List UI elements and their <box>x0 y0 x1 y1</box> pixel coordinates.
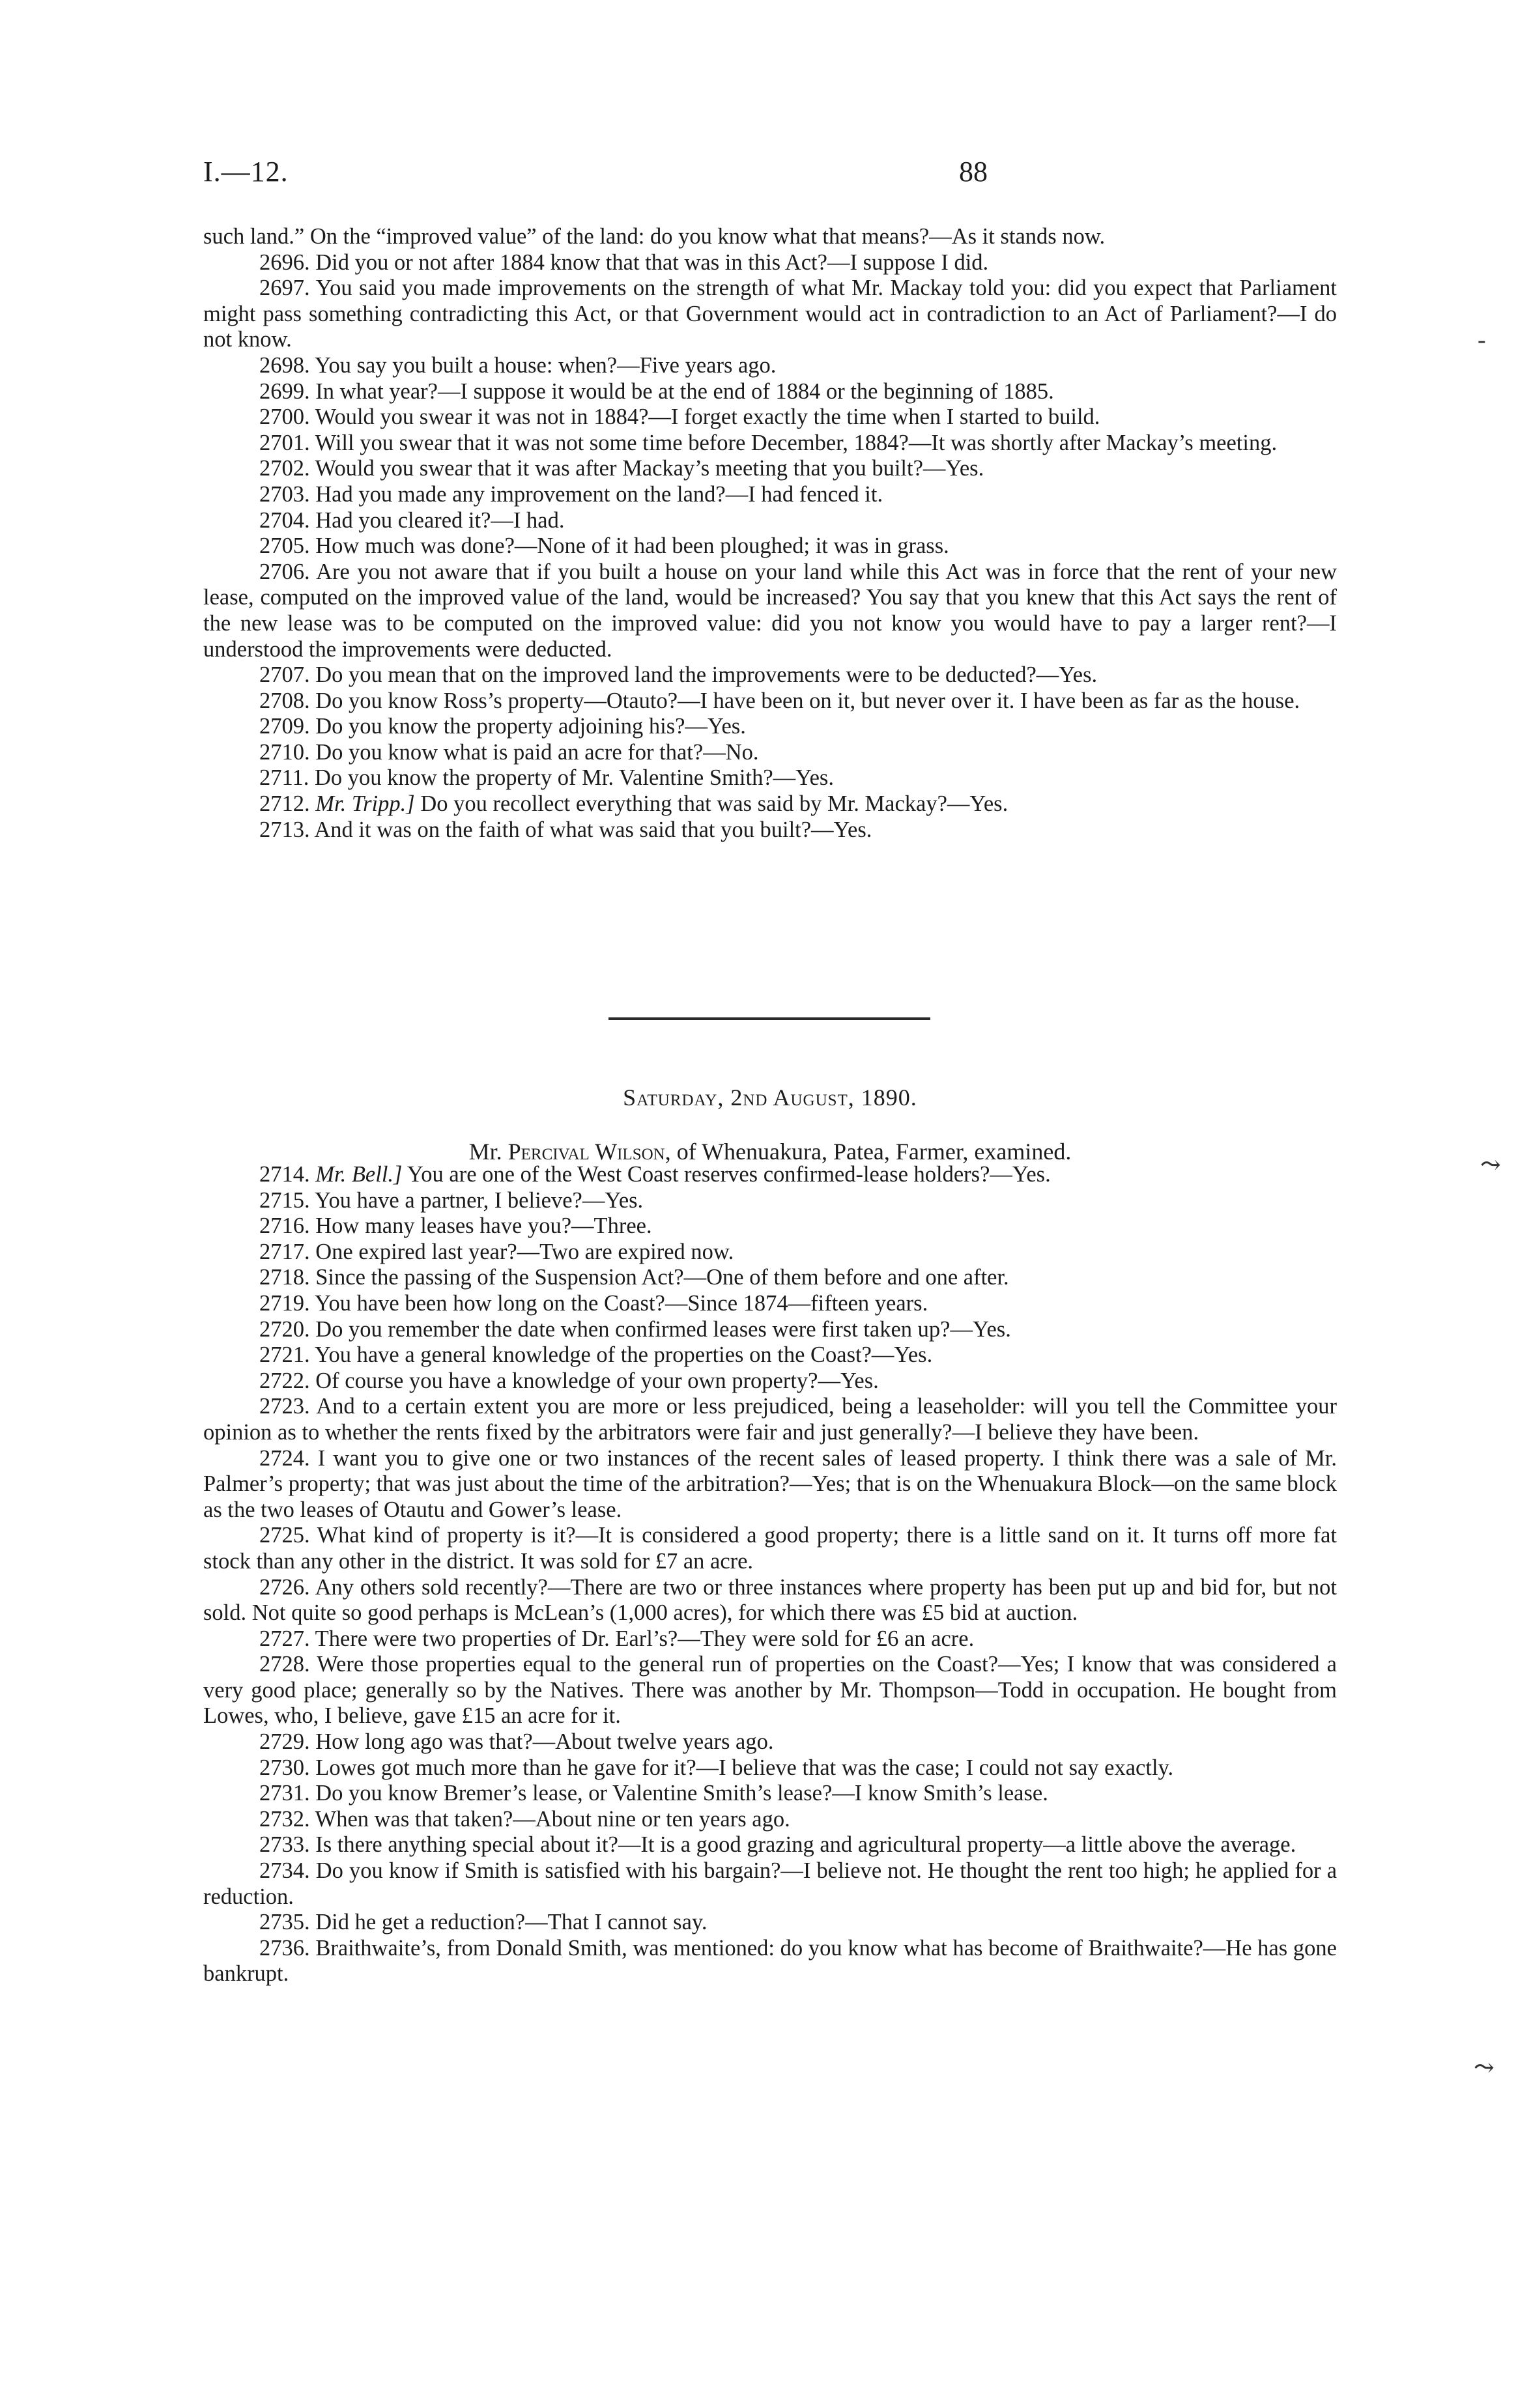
question-number: 2701. <box>259 430 310 455</box>
question-number: 2725. <box>259 1523 310 1548</box>
question-text: Do you remember the date when confirmed leases were first taken up?—Yes. <box>315 1316 1011 1342</box>
question-text: Would you swear that it was after Mackay’s meeting that you built?—Yes. <box>315 456 984 481</box>
question-answer-paragraph <box>203 662 1337 688</box>
question-answer-paragraph <box>203 482 1337 508</box>
question-number: 2698. <box>259 352 310 378</box>
question-number: 2702. <box>259 456 310 481</box>
question-answer-paragraph <box>203 404 1337 431</box>
question-number: 2706. <box>259 559 310 584</box>
question-number: 2700. <box>259 404 310 430</box>
question-number: 2719. <box>259 1290 310 1316</box>
question-number: 2717. <box>259 1239 310 1264</box>
question-text: Do you recollect everything that was said by Mr. Mackay?—Yes. <box>420 791 1008 817</box>
question-number: 2696. <box>259 249 310 275</box>
question-number: 2734. <box>259 1858 310 1884</box>
question-number: 2723. <box>259 1394 310 1419</box>
question-number: 2727. <box>259 1626 310 1651</box>
question-answer-paragraph <box>203 791 1337 817</box>
question-text: In what year?—I suppose it would be at the end of 1884 or the beginning of 1885. <box>315 378 1054 404</box>
question-answer-paragraph <box>203 1832 1337 1858</box>
question-answer-paragraph <box>203 1368 1337 1395</box>
document-reference: I.—12. <box>203 156 289 188</box>
question-answer-paragraph <box>203 431 1337 457</box>
question-text: And it was on the faith of what was said that you built?—Yes. <box>314 817 872 842</box>
question-text: Of course you have a knowledge of your own property?—Yes. <box>315 1368 879 1393</box>
question-answer-paragraph <box>203 714 1337 740</box>
question-answer-paragraph <box>203 1858 1337 1910</box>
question-text: Do you know Ross’s property—Otauto?—I have been on it, but never over it. I have been as far as the house. <box>315 688 1300 713</box>
question-answer-paragraph <box>203 1575 1337 1626</box>
question-number: 2721. <box>259 1342 310 1368</box>
question-text: Would you swear it was not in 1884?—I forget exactly the time when I started to build. <box>315 404 1100 430</box>
question-number: 2736. <box>259 1935 310 1961</box>
question-number: 2705. <box>259 533 310 559</box>
evidence-block-1 <box>203 224 1337 843</box>
question-number: 2712. <box>259 791 310 817</box>
question-answer-paragraph <box>203 1317 1337 1343</box>
margin-mark: ⤳ <box>1474 2054 1495 2082</box>
question-text: One expired last year?—Two are expired now. <box>315 1239 734 1264</box>
question-number: 2709. <box>259 714 310 739</box>
question-answer-paragraph <box>203 1291 1337 1317</box>
question-text: You have been how long on the Coast?—Since 1874—fifteen years. <box>314 1290 928 1316</box>
question-answer-paragraph <box>203 1807 1337 1833</box>
question-number: 2732. <box>259 1806 310 1832</box>
witness-name: Percival Wilson, <box>508 1139 671 1165</box>
question-answer-paragraph <box>203 456 1337 482</box>
question-text: Did he get a reduction?—That I cannot say. <box>315 1910 708 1935</box>
question-number: 2710. <box>259 739 310 765</box>
question-text: Since the passing of the Suspension Act?—One of them before and one after. <box>315 1265 1009 1290</box>
question-text: Had you cleared it?—I had. <box>315 507 565 533</box>
question-answer-paragraph <box>203 1239 1337 1266</box>
question-answer-paragraph <box>203 1652 1337 1729</box>
question-text: When was that taken?—About nine or ten years ago. <box>315 1806 790 1832</box>
question-text: You said you made improvements on the strength of what Mr. Mackay told you: did you expect that Parliament might pass something contradicting this Act, or that Government would act in contradiction to an Act of Parliament?—I do not know. <box>203 276 1337 352</box>
question-text: I want you to give one or two instances of the recent sales of leased property. I think there was a sale of Mr. Palmer’s property; that was just about the time of the arbitration?—Yes; that is on the Whenuakura Block—on the same block as the two leases of Otautu and Gower’s lease. <box>203 1445 1337 1522</box>
question-number: 2728. <box>259 1652 310 1677</box>
question-answer-paragraph <box>203 533 1337 560</box>
date-heading: Saturday, 2nd August, 1890. <box>623 1084 917 1111</box>
question-text: Is there anything special about it?—It is a good grazing and agricultural property—a little above the average. <box>315 1832 1296 1858</box>
question-answer-paragraph <box>203 353 1337 379</box>
question-text: Braithwaite’s, from Donald Smith, was mentioned: do you know what has become of Braithwaite?—He has gone bankrupt. <box>203 1935 1337 1987</box>
question-answer-paragraph <box>203 508 1337 534</box>
question-text: Did you or not after 1884 know that that was in this Act?—I suppose I did. <box>315 249 989 275</box>
question-number: 2722. <box>259 1368 310 1393</box>
question-text: Do you know the property of Mr. Valentine Smith?—Yes. <box>314 765 834 791</box>
witness-heading <box>203 1138 1337 1165</box>
question-text: Do you know the property adjoining his?—Yes. <box>315 714 746 739</box>
question-text: There were two properties of Dr. Earl’s?—They were sold for £6 an acre. <box>315 1626 975 1651</box>
question-answer-paragraph <box>203 1626 1337 1652</box>
question-number: 2714. <box>259 1162 310 1187</box>
question-answer-paragraph <box>203 765 1337 791</box>
question-number: 2707. <box>259 662 310 688</box>
question-text: Any others sold recently?—There are two or three instances where property has been put up and bid for, but not sold. Not quite so good perhaps is McLean’s (1,000 acres), for which there was £5 bid at auction. <box>203 1574 1337 1626</box>
question-text: What kind of property is it?—It is considered a good property; there is a little sand on it. It turns off more fat stock than any other in the district. It was sold for £7 an acre. <box>203 1523 1337 1574</box>
question-answer-paragraph <box>203 1755 1337 1781</box>
question-answer-paragraph <box>203 1729 1337 1755</box>
question-answer-paragraph <box>203 1523 1337 1574</box>
question-text: Are you not aware that if you built a house on your land while this Act was in force that the rent of your new lease, computed on the improved value of the land, would be increased? You say that you knew that this Act says the rent of the new lease was to be computed on the improved value: did you not know you would have to pay a larger rent?—I understood the improvements were deducted. <box>203 559 1337 662</box>
question-number: 2715. <box>259 1187 310 1213</box>
question-answer-paragraph <box>203 224 1337 250</box>
speaker-label: Mr. Bell.] <box>315 1162 403 1187</box>
question-text: Lowes got much more than he gave for it?—I believe that was the case; I could not say exactly. <box>315 1755 1174 1780</box>
question-number: 2716. <box>259 1213 310 1239</box>
question-text: such land.” On the “improved value” of the land: do you know what that means?—As it stands now. <box>203 224 1106 249</box>
question-text: You say you built a house: when?—Five years ago. <box>314 352 777 378</box>
question-number: 2708. <box>259 688 310 713</box>
question-text: You are one of the West Coast reserves confirmed-lease holders?—Yes. <box>407 1162 1051 1187</box>
question-answer-paragraph <box>203 560 1337 662</box>
question-text: Will you swear that it was not some time before December, 1884?—It was shortly after Mackay’s meeting. <box>315 430 1278 455</box>
question-number: 2697. <box>259 276 310 301</box>
question-number: 2730. <box>259 1755 310 1780</box>
question-answer-paragraph <box>203 250 1337 276</box>
question-answer-paragraph <box>203 1781 1337 1807</box>
question-answer-paragraph <box>203 1394 1337 1445</box>
page-header <box>203 155 1337 201</box>
question-number: 2726. <box>259 1574 310 1600</box>
question-text: Do you know what is paid an acre for that?—No. <box>315 739 759 765</box>
margin-mark: ‐ <box>1478 326 1486 354</box>
question-number: 2731. <box>259 1781 310 1806</box>
question-text: Do you know if Smith is satisfied with his bargain?—I believe not. He thought the rent too high; he applied for a reduction. <box>203 1858 1337 1909</box>
question-answer-paragraph <box>203 1265 1337 1291</box>
question-answer-paragraph <box>203 1213 1337 1239</box>
question-answer-paragraph <box>203 276 1337 353</box>
question-number: 2699. <box>259 378 310 404</box>
question-answer-paragraph <box>203 1162 1337 1188</box>
question-text: Had you made any improvement on the land?—I had fenced it. <box>315 481 883 507</box>
section-divider <box>608 1017 930 1020</box>
question-answer-paragraph <box>203 740 1337 766</box>
witness-prefix: Mr. <box>468 1139 502 1165</box>
question-text: You have a general knowledge of the properties on the Coast?—Yes. <box>314 1342 933 1368</box>
question-text: How much was done?—None of it had been ploughed; it was in grass. <box>315 533 949 559</box>
question-number: 2735. <box>259 1910 310 1935</box>
question-number: 2703. <box>259 481 310 507</box>
question-number: 2724. <box>259 1445 310 1471</box>
question-answer-paragraph <box>203 1446 1337 1523</box>
question-number: 2711. <box>259 765 309 791</box>
question-answer-paragraph <box>203 688 1337 715</box>
question-text: How long ago was that?—About twelve years ago. <box>315 1729 774 1755</box>
page-number: 88 <box>959 156 988 188</box>
question-answer-paragraph <box>203 1342 1337 1368</box>
question-number: 2720. <box>259 1316 310 1342</box>
witness-description: of Whenuakura, Patea, Farmer, examined. <box>676 1139 1072 1165</box>
question-number: 2704. <box>259 507 310 533</box>
question-text: Were those properties equal to the general run of properties on the Coast?—Yes; I know that was considered a very good place; generally so by the Natives. There was another by Mr. Thompson—Todd in occupation. He bought from Lowes, who, I believe, gave £15 an acre for it. <box>203 1652 1337 1729</box>
question-text: And to a certain extent you are more or less prejudiced, being a leaseholder: will you tell the Committee your opinion as to whether the rents fixed by the arbitrators were fair and just generally?—I believe they have been. <box>203 1394 1337 1445</box>
evidence-block-2 <box>203 1162 1337 1987</box>
question-answer-paragraph <box>203 1936 1337 1987</box>
question-number: 2713. <box>259 817 310 842</box>
question-answer-paragraph <box>203 379 1337 405</box>
question-answer-paragraph <box>203 1188 1337 1214</box>
question-text: Do you know Bremer’s lease, or Valentine Smith’s lease?—I know Smith’s lease. <box>315 1781 1048 1806</box>
margin-mark: ⤳ <box>1480 1152 1501 1179</box>
question-text: You have a partner, I believe?—Yes. <box>314 1187 644 1213</box>
question-answer-paragraph <box>203 1910 1337 1936</box>
question-number: 2733. <box>259 1832 310 1858</box>
speaker-label: Mr. Tripp.] <box>315 791 415 817</box>
question-text: Do you mean that on the improved land the improvements were to be deducted?—Yes. <box>315 662 1098 688</box>
question-answer-paragraph <box>203 817 1337 843</box>
question-number: 2718. <box>259 1265 310 1290</box>
question-number: 2729. <box>259 1729 310 1755</box>
question-text: How many leases have you?—Three. <box>315 1213 652 1239</box>
